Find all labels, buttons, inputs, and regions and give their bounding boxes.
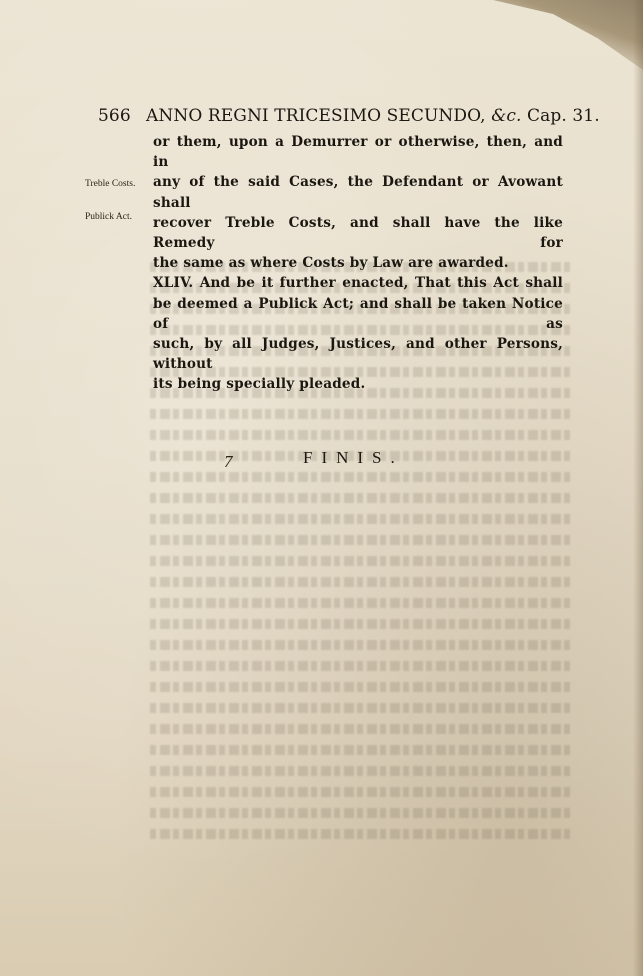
running-head-main: ANNO REGNI TRICESIMO SECUNDO, [146, 106, 492, 126]
body-text [153, 132, 563, 395]
text-line: or them, upon a Demurrer or otherwise, then, and in [153, 134, 563, 171]
page-number: 566 [98, 106, 131, 126]
running-head-etc: &c. [491, 106, 522, 126]
text-line: XLIV. And be it further enacted, That this Act shall [153, 275, 563, 292]
torn-corner [493, 0, 643, 70]
text-line: recover Treble Costs, and shall have the like Remedy for [153, 214, 563, 252]
running-header [98, 106, 600, 130]
margin-note-publick-act: Publick Act. [85, 212, 132, 222]
text-line: any of the said Cases, the Defendant or Avowant shall [153, 174, 563, 211]
text-line: such, by all Judges, Justices, and other Persons, without [153, 336, 563, 373]
page-edge-shadow [633, 0, 643, 976]
margin-note-treble-costs: Treble Costs. [85, 179, 136, 189]
signature-mark: 7 [224, 452, 233, 471]
running-head-cap: Cap. 31. [521, 106, 600, 126]
text-line: the same as where Costs by Law are awarded. [153, 255, 509, 272]
text-line: be deemed a Publick Act; and shall be taken Notice of as [153, 295, 563, 332]
text-line: its being specially pleaded. [153, 376, 366, 393]
finis-heading: FINIS. [303, 448, 404, 467]
running-head [146, 106, 600, 126]
